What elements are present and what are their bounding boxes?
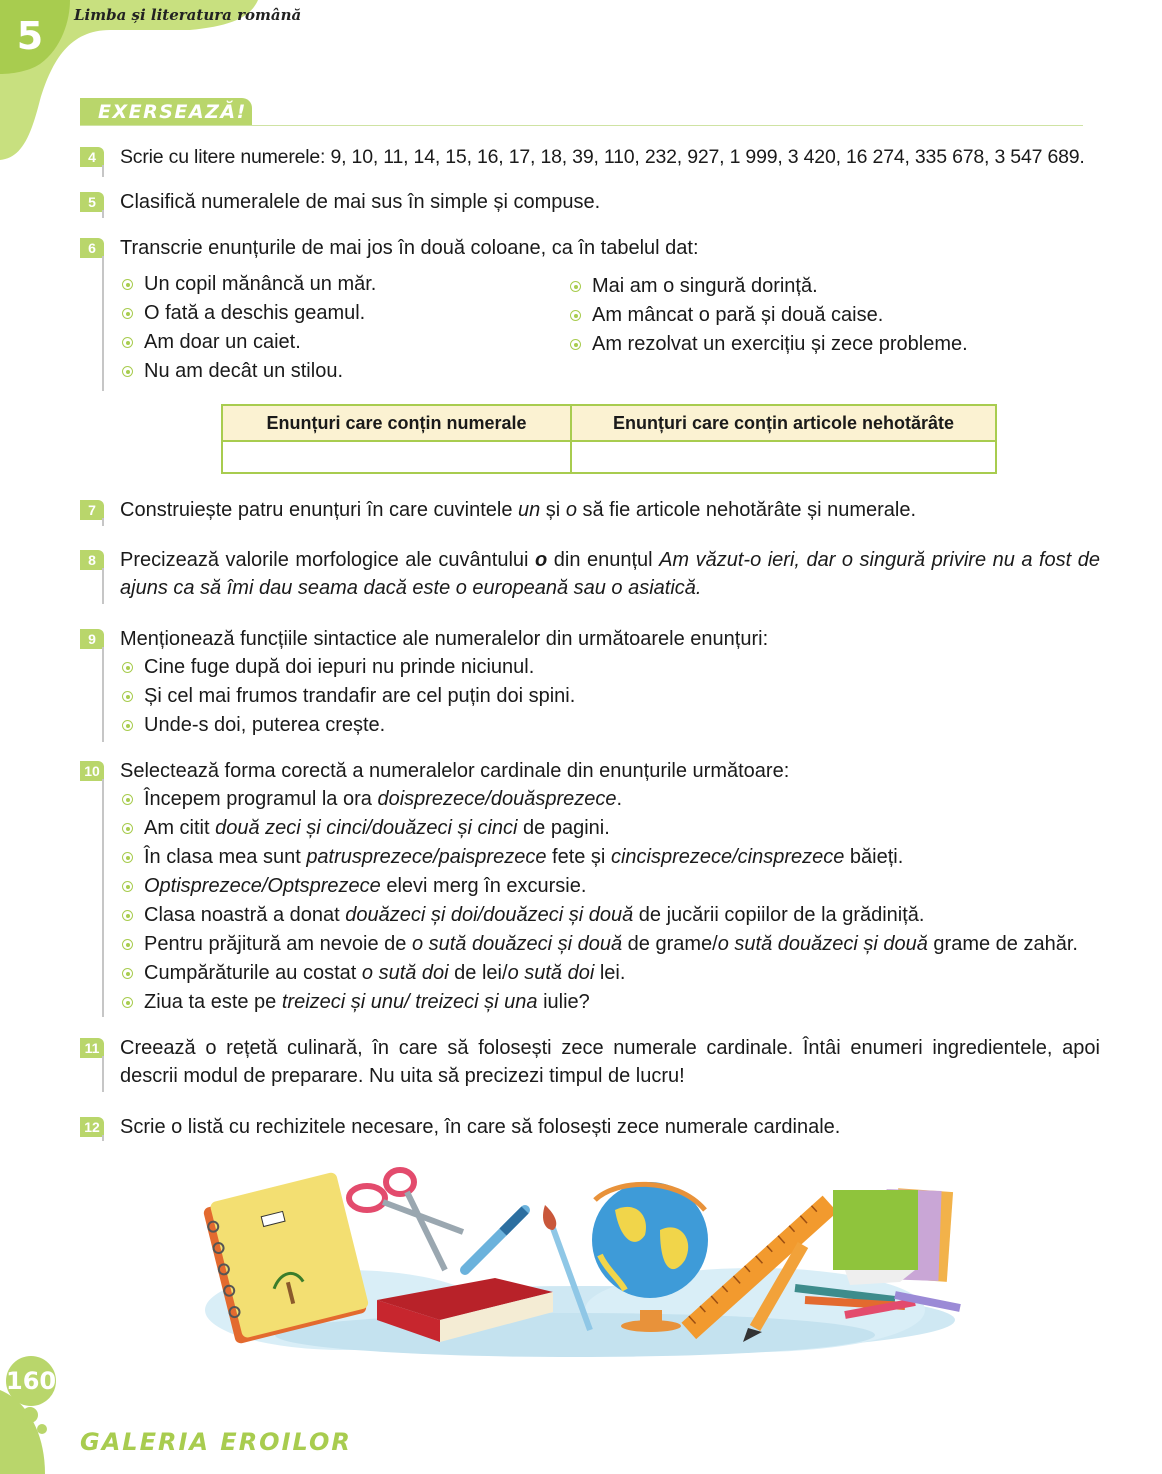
- bullet-icon: [122, 968, 133, 979]
- list-item: Am doar un caiet.: [120, 328, 376, 357]
- table-header-articles: Enunțuri care conțin articole nehotărâte: [571, 405, 996, 441]
- book-title: GALERIA EROILOR: [80, 1428, 352, 1456]
- exercise-number: 9: [80, 629, 104, 649]
- list-item: Începem programul la ora doisprezece/douăsprezece.: [120, 785, 1078, 814]
- list-item: Am citit două zeci și cinci/douăzeci și cinci de pagini.: [120, 814, 1078, 843]
- bullet-icon: [570, 339, 581, 350]
- exercise-number: 11: [80, 1038, 104, 1058]
- bullet-icon: [122, 852, 133, 863]
- exercise-text: Construiește patru enunțuri în care cuvintele un și o să fie articole nehotărâte și numerale.: [120, 499, 917, 521]
- unit-number: 5: [16, 14, 44, 58]
- bullet-icon: [122, 939, 133, 950]
- exercise-9-list: [120, 653, 575, 740]
- classification-table: [221, 404, 997, 474]
- exercise-number: 4: [80, 147, 104, 167]
- exercise-text: Menționează funcțiile sintactice ale numeralelor din următoarele enunțuri:: [120, 628, 769, 650]
- bullet-icon: [122, 720, 133, 731]
- exercise-text: Scrie o listă cu rechizitele necesare, în care să folosești zece numerale cardinale.: [120, 1116, 841, 1138]
- exercise-text: Selectează forma corectă a numeralelor cardinale din enunțurile următoare:: [120, 760, 790, 782]
- list-item: În clasa mea sunt patrusprezece/paisprezece fete și cincisprezece/cinsprezece băieți.: [120, 843, 1078, 872]
- bullet-icon: [122, 279, 133, 290]
- list-item: Nu am decât un stilou.: [120, 357, 376, 386]
- list-item: Ziua ta este pe treizeci și unu/ treizeci și una iulie?: [120, 988, 1078, 1017]
- table-cell[interactable]: [571, 441, 996, 473]
- exercise-number: 12: [80, 1117, 104, 1137]
- exercise-10-list: [120, 785, 1078, 1017]
- list-item: Și cel mai frumos trandafir are cel puțin doi spini.: [120, 682, 575, 711]
- bullet-icon: [122, 823, 133, 834]
- exercise-text: Transcrie enunțurile de mai jos în două coloane, ca în tabelul dat:: [120, 237, 699, 259]
- exercise-text: Scrie cu litere numerele: 9, 10, 11, 14, 15, 16, 17, 18, 39, 110, 232, 927, 1 999, 3 420, 16 274, 335 678, 3 547 689.: [120, 146, 1085, 168]
- exercise-number: 6: [80, 238, 104, 258]
- exercise-6-left-list: [120, 270, 376, 386]
- list-item: Cumpărăturile au costat o sută doi de lei/o sută doi lei.: [120, 959, 1078, 988]
- bullet-icon: [122, 337, 133, 348]
- exercise-6-right-list: [568, 272, 968, 359]
- list-item: Optisprezece/Optsprezece elevi merg în excursie.: [120, 872, 1078, 901]
- bullet-icon: [122, 997, 133, 1008]
- bullet-icon: [122, 308, 133, 319]
- exercise-text: Precizează valorile morfologice ale cuvântului o din enunțul Am văzut-o ieri, dar o singură privire nu a fost de ajuns ca să îmi dau seama dacă este o europeană sau o asiatică.: [120, 549, 1100, 599]
- scissors-icon: [349, 1170, 463, 1270]
- bullet-icon: [122, 881, 133, 892]
- page-number: 160: [6, 1356, 56, 1406]
- bullet-icon: [122, 794, 133, 805]
- bullet-icon: [122, 662, 133, 673]
- exercise-text: Creează o rețetă culinară, în care să folosești zece numerale cardinale. Întâi enumeri ingredientele, apoi descrii modul de preparare. Nu uita să precizezi timpul de lucru!: [120, 1037, 1100, 1087]
- table-header-numerals: Enunțuri care conțin numerale: [222, 405, 571, 441]
- list-item: O fată a deschis geamul.: [120, 299, 376, 328]
- exercise-number: 5: [80, 192, 104, 212]
- bullet-icon: [570, 281, 581, 292]
- bullet-icon: [122, 366, 133, 377]
- bullet-icon: [570, 310, 581, 321]
- list-item: Unde-s doi, puterea crește.: [120, 711, 575, 740]
- list-item: Clasa noastră a donat douăzeci și doi/douăzeci și două de jucării copiilor de la grădiniță.: [120, 901, 1078, 930]
- exercise-number: 10: [80, 761, 104, 781]
- subject-title: Limba și literatura română: [74, 6, 302, 24]
- sticky-notes-icon: [833, 1188, 953, 1285]
- exercise-text: Clasifică numeralele de mai sus în simple și compuse.: [120, 191, 601, 213]
- table-cell[interactable]: [222, 441, 571, 473]
- list-item: Am rezolvat un exercițiu și zece probleme.: [568, 330, 968, 359]
- section-title: EXERSEAZĂ!: [98, 101, 247, 123]
- bullet-icon: [122, 910, 133, 921]
- list-item: Cine fuge după doi iepuri nu prinde niciunul.: [120, 653, 575, 682]
- list-item: Un copil mănâncă un măr.: [120, 270, 376, 299]
- section-rule: [80, 125, 1083, 126]
- pen-icon: [465, 1210, 525, 1270]
- exercise-number: 8: [80, 550, 104, 570]
- school-supplies-illustration: [195, 1160, 970, 1360]
- exercise-number: 7: [80, 500, 104, 520]
- list-item: Pentru prăjitură am nevoie de o sută douăzeci și două de grame/o sută douăzeci și două grame de zahăr.: [120, 930, 1078, 959]
- list-item: Am mâncat o pară și două caise.: [568, 301, 968, 330]
- bullet-icon: [122, 691, 133, 702]
- section-banner: [80, 98, 252, 126]
- list-item: Mai am o singură dorință.: [568, 272, 968, 301]
